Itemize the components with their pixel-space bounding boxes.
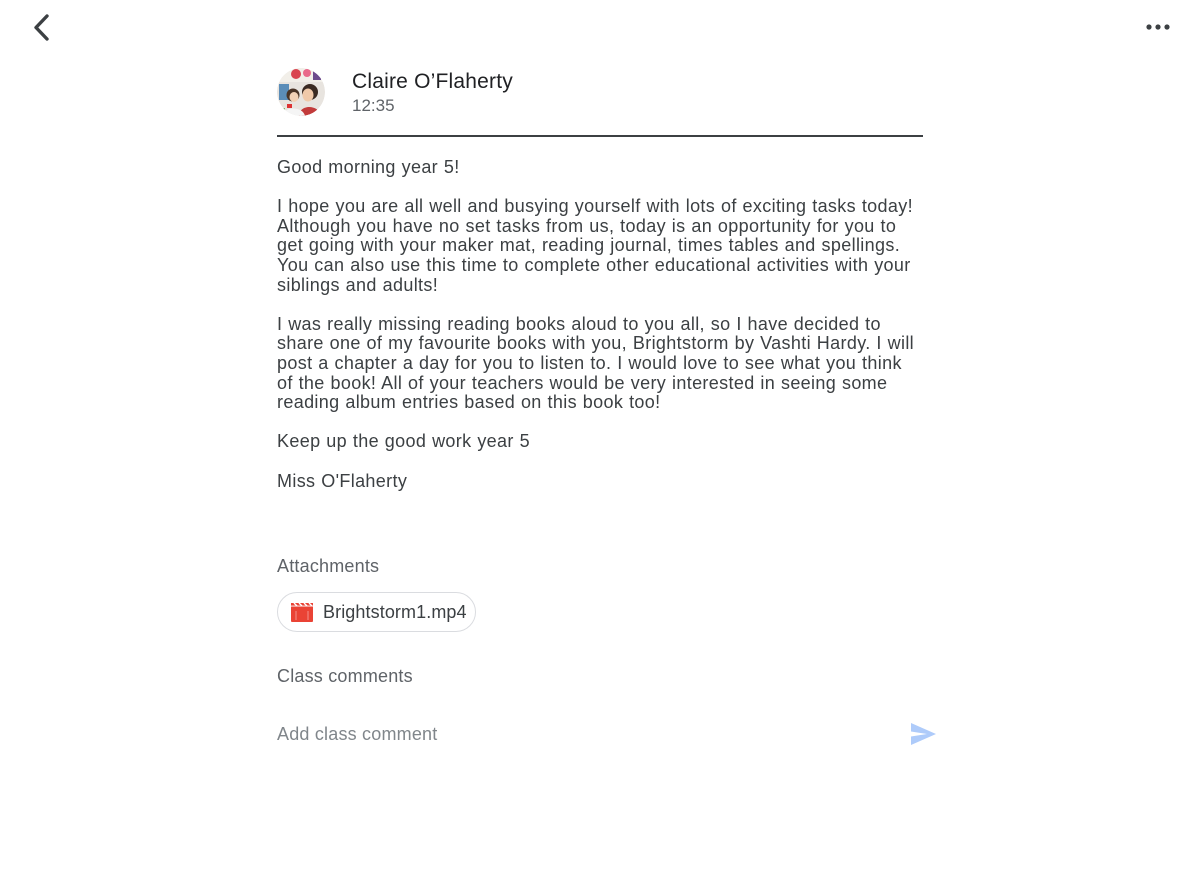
avatar[interactable] [277, 68, 325, 116]
send-icon [909, 721, 937, 747]
profile-photo [277, 68, 325, 116]
author-name: Claire O’Flaherty [352, 70, 513, 93]
post-paragraph: Miss O'Flaherty [277, 470, 408, 491]
more-horizontal-icon [1142, 16, 1174, 38]
post-header [277, 68, 923, 135]
announcement-post [277, 68, 923, 511]
post-paragraph: Keep up the good work year 5 [277, 431, 530, 452]
attachment-name: Brightstorm1.mp4 [323, 601, 467, 622]
class-comments-heading: Class comments [277, 666, 413, 686]
post-paragraph: Good morning year 5! [277, 157, 460, 177]
send-comment-button[interactable] [909, 721, 937, 747]
post-time: 12:35 [352, 96, 395, 115]
post-paragraph: I was really missing reading books aloud to you all, so I have decided to share one of my favourite books with you, Brightstorm by Vashti Hardy. I will post a chapter a day for you to listen to. I would love to see what you think of the book! All of your teachers would be very interested in seeing some reading album entries based on this book too! [277, 313, 915, 413]
author-meta [352, 69, 513, 117]
post-divider [277, 135, 923, 137]
chevron-left-icon [28, 12, 58, 44]
attachments-heading: Attachments [277, 556, 380, 576]
post-paragraph: I hope you are all well and busying yourself with lots of exciting tasks today! Although you have no set tasks from us, today is an opportunity for you to get going with your maker mat, reading journal, times tables and spellings. You can also use this time to complete other educational activities with your siblings and adults! [277, 196, 913, 295]
back-button[interactable] [28, 12, 58, 44]
attachment-chip[interactable] [277, 592, 476, 632]
video-file-icon [291, 602, 313, 622]
post-body [277, 158, 923, 491]
more-options-button[interactable] [1142, 16, 1174, 38]
class-comment-input[interactable] [277, 720, 897, 748]
